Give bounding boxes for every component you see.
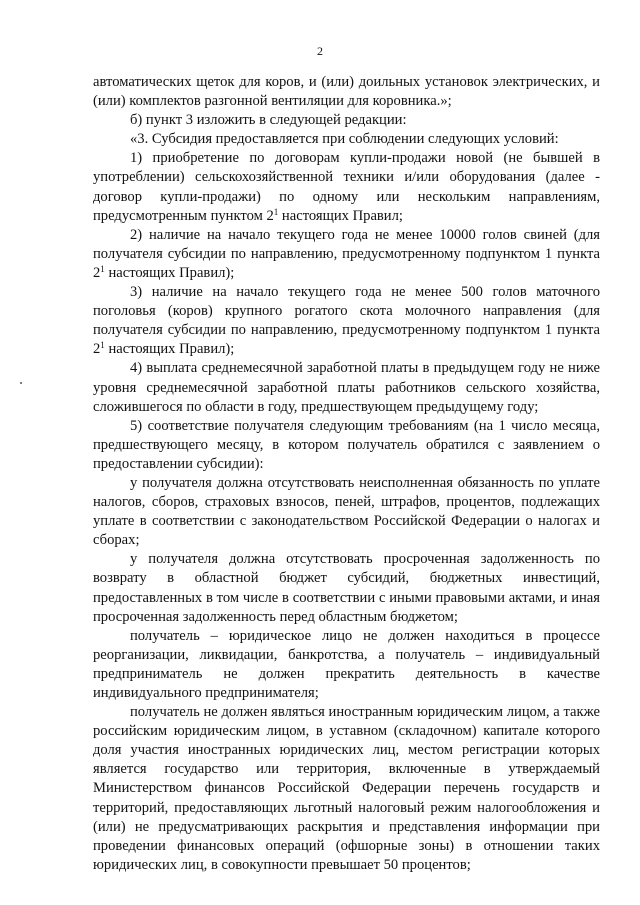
page-number: 2 — [317, 44, 323, 58]
superscript-index: 1 — [100, 263, 105, 274]
paragraph-p9: у получателя должна отсутствовать неисполненная обязанность по уплате налогов, сборов, страховых взносов, пеней, штрафов, процентов, подлежащих уплате в соответствии с законодательством Российской Федерации о налогах и сборах; — [93, 474, 600, 549]
paragraph-p6 — [93, 283, 600, 359]
paragraph-text: 1) приобретение по договорам купли-продажи новой (не бывшей в употреблении) сельскохозяйственной техники и/или оборудования (далее - договор купли-продажи) по одному или нескольким направлениям, предусмотренным пунктом 2 — [93, 150, 600, 224]
paragraph-text: 3) наличие на начало текущего года не менее 500 голов маточного поголовья (коров) крупного рогатого скота молочного направления (для получателя субсидии по направлению, предусмотренному подпунктом 1 пункта 2 — [93, 284, 600, 358]
paragraph-p3: «3. Субсидия предоставляется при соблюдении следующих условий: — [130, 131, 559, 148]
paragraph-text-tail: настоящих Правил); — [104, 341, 235, 358]
paragraph-p12: получатель не должен являться иностранным юридическим лицом, а также российским юридическим лицом, в уставном (складочном) капитале которого доля участия иностранных юридических лиц, местом регистрации которых является государство или территория, включенные в утверждаемый Министерством финансов Российской Федерации перечень государств и территорий, предоставляющих льготный налоговый режим налогообложения и (или) не предусматривающих раскрытия и представления информации при проведении финансовых операций (офшорные зоны) в отношении таких юридических лиц, в совокупности превышает 50 процентов; — [93, 704, 600, 873]
superscript-index: 1 — [273, 206, 279, 217]
superscript-index: 1 — [100, 340, 105, 351]
scan-speck — [20, 382, 22, 384]
paragraph-p7: 4) выплата среднемесячной заработной платы в предыдущем году не ниже уровня среднемесячной заработной платы работников сельского хозяйства, сложившегося по области в году, предшествующем предыдущему году; — [93, 360, 600, 415]
paragraph-text-tail: настоящих Правил; — [278, 207, 403, 224]
paragraph-p5 — [93, 226, 600, 283]
paragraph-text: 2) наличие на начало текущего года не менее 10000 голов свиней (для получателя субсидии по направлению, предусмотренному подпунктом 1 пункта 2 — [93, 226, 600, 281]
paragraph-p4 — [93, 149, 600, 225]
paragraph-p1: автоматических щеток для коров, и (или) доильных установок электрических, и (или) комплектов разгонной вентиляции для коровника.»; — [93, 74, 600, 110]
paragraph-text-tail: настоящих Правил); — [104, 264, 235, 281]
paragraph-p8: 5) соответствие получателя следующим требованиям (на 1 число месяца, предшествующего месяцу, в котором получатель обратился с заявлением о предоставлении субсидии): — [93, 417, 600, 472]
document-body — [93, 73, 600, 875]
paragraph-p11: получатель – юридическое лицо не должен находиться в процессе реорганизации, ликвидации, банкротства, а получатель – индивидуальный предприниматель не должен прекратить деятельность в качестве индивидуального предпринимателя; — [93, 627, 600, 701]
paragraph-p2: б) пункт 3 изложить в следующей редакции: — [130, 112, 407, 129]
paragraph-p10: у получателя должна отсутствовать просроченная задолженность по возврату в областной бюджет субсидий, бюджетных инвестиций, предоставленных в том числе в соответствии с иными правовыми актами, и иная просроченная задолженность перед областным бюджетом; — [93, 551, 600, 625]
